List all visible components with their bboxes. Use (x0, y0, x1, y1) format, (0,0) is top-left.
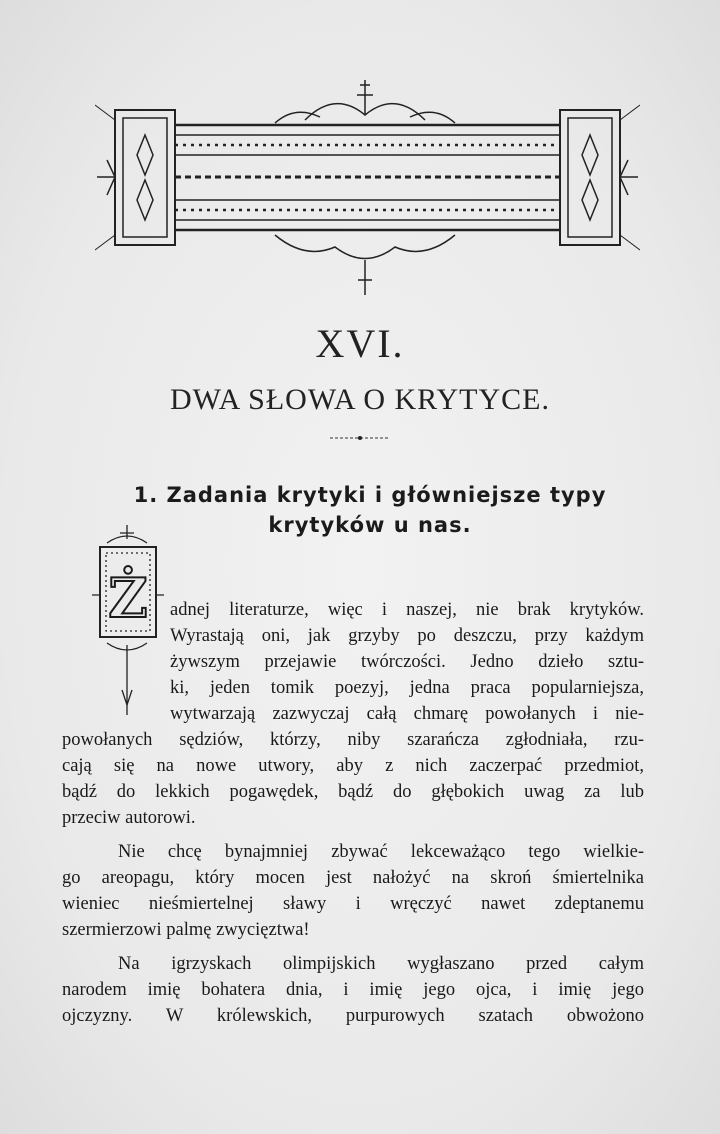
text-line: wytwarzają zazwyczaj całą chmarę powołanych i nie- (170, 704, 644, 724)
text-line: żywszym przejawie twórczości. Jedno dzieło sztu- (170, 652, 644, 672)
text-line: ki, jeden tomik poezyj, jedna praca popularniejsza, (170, 678, 644, 698)
drop-cap-letter: Ż (108, 566, 148, 630)
chapter-number: XVI. (315, 321, 405, 366)
text-line: adnej literaturze, więc i naszej, nie brak krytyków. (170, 600, 644, 620)
text-line: narodem imię bohatera dnia, i imię jego ojca, i imię jego (62, 980, 644, 1000)
chapter-title: DWA SŁOWA O KRYTYCE. (169, 383, 550, 416)
text-line: Wyrastają oni, jak grzyby po deszczu, przy każdym (170, 626, 644, 646)
text-line: szermierzowi palmę zwycięztwa! (62, 920, 310, 940)
text-line: Nie chcę bynajmniej zbywać lekceważąco tego wielkie- (118, 842, 644, 862)
text-line: powołanych sędziów, którzy, niby szarańcza zgłodniała, rzu- (62, 730, 644, 750)
section-title-line-2: krytyków u nas. (268, 513, 472, 537)
drop-cap-initial (82, 525, 172, 715)
text-line: bądź do lekkich pogawędek, bądź do głębokich uwag za lub (62, 782, 644, 802)
section-title-line-1: 1. Zadania krytyki i główniejsze typy (133, 483, 607, 507)
text-line: przeciw autorowi. (62, 808, 196, 828)
chapter-header-ornament (95, 75, 640, 300)
text-line: wieniec nieśmiertelnej sławy i wręczyć nawet zdeptanemu (62, 894, 644, 914)
text-line: ojczyzny. W królewskich, purpurowych szatach obwożono (62, 1006, 644, 1026)
text-line: Na igrzyskach olimpijskich wygłaszano przed całym (118, 954, 644, 974)
text-line: cają się na nowe utwory, aby z nich zaczerpać przedmiot, (62, 756, 644, 776)
title-divider-ornament (330, 435, 390, 441)
text-line: go areopagu, który mocen jest nałożyć na skroń śmiertelnika (62, 868, 644, 888)
